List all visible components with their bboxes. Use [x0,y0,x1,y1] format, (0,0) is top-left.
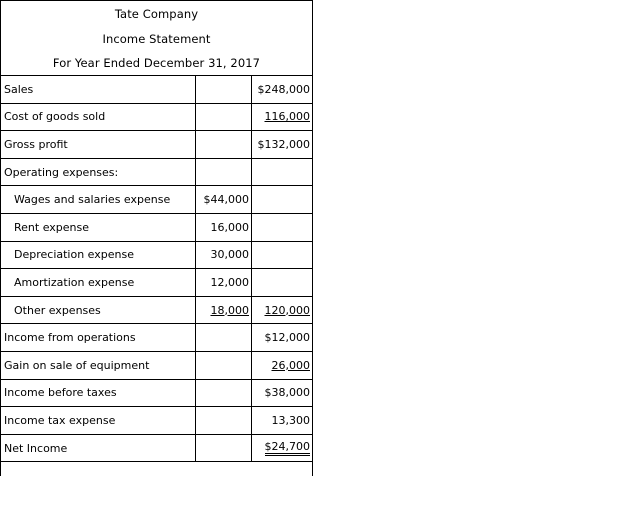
amount-cell: 16,000 [196,213,252,241]
row-label: Gross profit [1,131,196,159]
row-label: Sales [1,76,196,104]
table-row [1,296,313,324]
statement-title: Income Statement [102,32,211,46]
table-row [1,158,313,186]
total-cell: $132,000 [252,131,313,159]
table-row [1,269,313,297]
table-row [1,407,313,435]
table-row [1,351,313,379]
row-label: Operating expenses: [1,158,196,186]
income-statement [0,0,313,476]
total-value: 120,000 [264,303,310,317]
row-label: Gain on sale of equipment [1,351,196,379]
table-row [1,131,313,159]
amount-cell [196,407,252,435]
company-name: Tate Company [114,7,199,21]
total-cell [252,269,313,297]
row-label: Amortization expense [1,269,196,297]
amount-cell [196,76,252,104]
table-row [1,434,313,462]
amount-cell [196,131,252,159]
table-row [1,241,313,269]
table-row [1,379,313,407]
row-label: Wages and salaries expense [1,186,196,214]
amount-cell [196,379,252,407]
total-cell [252,241,313,269]
row-label: Income before taxes [1,379,196,407]
total-value: $24,700 [265,441,311,456]
total-cell [252,186,313,214]
amount-cell [196,351,252,379]
total-cell [252,434,313,462]
row-label: Income from operations [1,324,196,352]
total-value: 26,000 [271,358,310,372]
statement-period: For Year Ended December 31, 2017 [52,56,261,70]
amount-cell: 12,000 [196,269,252,297]
amount-cell [196,296,252,324]
row-label: Cost of goods sold [1,103,196,131]
total-value: 116,000 [264,110,310,124]
table-row [1,186,313,214]
total-cell [252,296,313,324]
table-row [1,213,313,241]
row-label: Other expenses [1,296,196,324]
amount-cell [196,434,252,462]
total-cell [252,158,313,186]
total-cell: 13,300 [252,407,313,435]
row-label: Income tax expense [1,407,196,435]
row-label: Depreciation expense [1,241,196,269]
table-row [1,103,313,131]
amount-cell: 30,000 [196,241,252,269]
row-label: Rent expense [1,213,196,241]
table-row [1,324,313,352]
total-cell [252,351,313,379]
total-cell [252,103,313,131]
amount-cell: $44,000 [196,186,252,214]
total-cell: $248,000 [252,76,313,104]
total-cell: $38,000 [252,379,313,407]
table-row [1,76,313,104]
total-cell: $12,000 [252,324,313,352]
amount-cell [196,324,252,352]
amount-cell [196,103,252,131]
amount-cell [196,158,252,186]
statement-table [0,75,313,462]
amount-value: 18,000 [210,303,249,317]
row-label: Net Income [1,434,196,462]
total-cell [252,213,313,241]
